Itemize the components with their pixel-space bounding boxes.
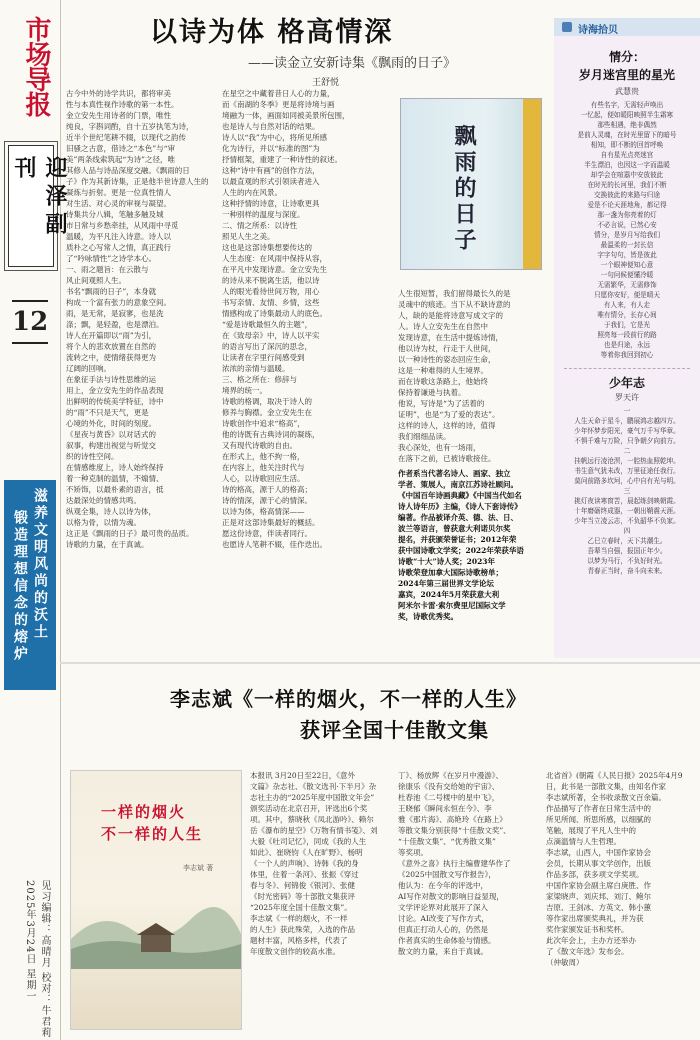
poem1-line: 一忆起，便如暖阳映照半生霜寒 — [580, 111, 674, 119]
main_article.col2-line: 照见人生之美。 — [222, 232, 275, 241]
poem1-line: 也是归途，永远 — [603, 341, 651, 349]
main_article.col3-line: 而在诗歌这条路上，他始终 — [398, 377, 488, 386]
author-bio — [398, 468, 546, 633]
poem1-line: 自有星光点亮迷宫 — [600, 151, 654, 159]
poem1-body — [560, 100, 694, 362]
story.col3-line: 家梁晓声、刘庆邦、刘汀、鲍尔 — [546, 892, 651, 901]
main_article.col1-line: 金立安先生用诗者的门票，唯性 — [66, 111, 171, 120]
slogan-banner — [4, 480, 56, 690]
main_article.col1-line: 心境的外化，时间的刻度。 — [66, 419, 156, 428]
main_article.col1-line: 温暖，为平凡注入诗意。诗人以 — [66, 232, 171, 241]
main_article.col2-line: 在星空之中藏着昔日人心的力量， — [222, 89, 335, 98]
masthead-logo: 市场导报 — [21, 16, 51, 116]
main_article.col2-line: 诗人以“我”为中心，将所见所感 — [222, 133, 328, 142]
book-cover-image — [400, 98, 542, 270]
poem2-author: 罗天许 — [615, 393, 639, 402]
story-title: 李志斌《一样的烟火，不一样的人生》 — [170, 687, 527, 711]
main_article.col3-line: 人，缺的是能将诗意写成文字的 — [398, 311, 503, 320]
main_article.col2-line: 修养与胸襟。金立安先生在 — [222, 408, 312, 417]
story.col1-line: 年度散文创作的较高水准。 — [250, 947, 340, 956]
story.col3-line: （仲敏周） — [546, 958, 584, 967]
main_article.col2-line: 一种别样的温度与深度。 — [222, 210, 305, 219]
poem1-title-line2: 岁月迷宫里的星光 — [578, 68, 675, 82]
section-box — [8, 145, 68, 267]
main_article.col2-line: 又有现代诗歌的自由。 — [222, 441, 297, 450]
poem1-line: 那些相遇，绝非偶然 — [597, 121, 657, 129]
main_article.col1-line: 着一种克制的温情，不煽情、 — [66, 474, 164, 483]
story.col1-line: “2025年度全国十佳散文集”。 — [250, 903, 352, 912]
story.col1-line: 本报讯 3月20日至22日，《意外 — [250, 771, 355, 780]
main_article.col3-line: 我们细细品读。 — [398, 432, 451, 441]
book-spine — [523, 99, 541, 269]
story.col2-line: 《意外之喜》执行主编曹建华作了 — [398, 859, 511, 868]
poem2-line: 青春正当时，奋斗向未来。 — [587, 567, 667, 575]
main_article.col1-line: 在情感维度上，诗人始终保持 — [66, 463, 164, 472]
main_article.bio-line: 诗人诗年历》主编，《诗人下套诗传》 — [398, 502, 522, 511]
poem1-line: 最温柔的一封长信 — [600, 241, 654, 249]
main_article.col2-line: 情感构成了诗集最动人的底色。 — [222, 309, 327, 318]
poem1-author: 武慧贵 — [615, 87, 639, 96]
book2-author: 李志斌 著 — [183, 864, 214, 872]
story.col3-line: 等作家出席颁奖典礼，并为获 — [546, 914, 644, 923]
poem1-line: 等着你我回到初心 — [600, 351, 654, 359]
story.col3-line: 会员，长期从事文学创作，出版 — [546, 859, 651, 868]
main_article.col1-line: 这正是《飘雨的日子》最可贵的品质。 — [66, 529, 194, 538]
main_article.bio-line: 诗歌“十大”诗人奖；2023年 — [398, 557, 496, 566]
main_article.col1-line: 《星夜与黄昏》以对话式的 — [66, 430, 156, 439]
poem1-line: 无需繁华，无需修饰 — [597, 281, 657, 289]
main_article.col3-line: 他以诗为杖，行走于人世间， — [398, 344, 496, 353]
main_article.bio-line: 获中国诗歌文学奖；2022年荣获华语 — [398, 546, 524, 555]
story.col2-line: 他认为：在今年的评选中， — [398, 881, 488, 890]
main_article.col3-line: 发现诗意，在生活中提炼诗情， — [398, 333, 503, 342]
story.col1-line: 如此》、崔晓钧《人在旷野》、杨明 — [250, 848, 363, 857]
main_article.col2-line: 在《致母亲》中，诗人以平实 — [222, 331, 320, 340]
story.col1-line: 项。其中，蔡晓秋《凤北游吟》、赖尔 — [250, 815, 374, 824]
main_article.col1-line: 市日常与乡愁牵挂，从风雨中寻觅 — [66, 221, 179, 230]
story.col2-line: 等散文集分别获得“十佳散文奖”、 — [398, 826, 511, 835]
poem1-line: 半生漂泊，也因这一字而温暖 — [584, 161, 670, 169]
main_article.col1-line: 了“吟咏情性”之诗学本心。 — [66, 254, 157, 263]
main_article.bio-line: 阿米尔卡雷·索尔费里尼国际文学 — [398, 601, 506, 610]
poem-divider — [564, 368, 690, 369]
story.col3-line: 作品多部，获多项文学奖项。 — [546, 870, 644, 879]
main_article.col1-line: 织的诗性空间。 — [66, 452, 119, 461]
main_article.col1-line: 诗人在开篇即以“雨”为引， — [66, 331, 157, 340]
page-number: 12 — [12, 300, 48, 344]
main_article.col2-line: 诗的情深，源于心的情深。 — [222, 496, 312, 505]
main_article.col2-line: 以最直观的形式引领读者进入 — [222, 177, 320, 186]
main_article.col1-line: 古今中外的诗学共识，都将审美 — [66, 89, 171, 98]
story-column-1 — [250, 770, 390, 1035]
story.col3-line: 所见所闻、所思所感，以细腻的 — [546, 815, 651, 824]
poem2-body — [560, 406, 694, 656]
story.col2-line: AI写作对散文的影响日益显现， — [398, 892, 504, 901]
story.col2-line: 讨论。AI改变了写作方式， — [398, 914, 489, 923]
main_article.col2-line: 二、情之所系：以诗性 — [222, 221, 297, 230]
story.col3-line: 吉原、王剑冰、方英文、韩小蕙 — [546, 903, 651, 912]
section-marker-icon — [562, 22, 572, 32]
main_article.col1-line: 一、雨之题旨：在云散与 — [66, 265, 149, 274]
story.col2-line: 王晓郁《瞬间永恒在今》、李 — [398, 804, 492, 813]
main_article.col1-line: 风止间观照人生。 — [66, 276, 126, 285]
story.col1-line: 李志斌《一样的烟火，不一样 — [250, 914, 348, 923]
poem1-line: 相知，即不断的回首呼唤 — [590, 141, 664, 149]
main_article.col2-line: 在平凡中发现诗意。金立安先生 — [222, 265, 327, 274]
poem1-line: 一句问候便懂冷暖 — [600, 271, 654, 279]
story-column-3 — [546, 770, 694, 1035]
main_article.col1-line: 用上，金立安先生的作品表现 — [66, 386, 164, 395]
main_article.col1-line: 其修人品与诗品深度交融。《飘雨的日 — [66, 166, 190, 175]
main_article.col1-line: 诗集共分八辑，笔触多触及城 — [66, 210, 164, 219]
main_article.col1-line: 将个人的悲欢放置在自然的 — [66, 342, 156, 351]
poem2-line: 挂帆远行凌沧溟，一腔热血照乾坤。 — [574, 457, 680, 465]
main_article.col1-line: 叙事，构建出视觉与听觉交 — [66, 441, 156, 450]
poem2-line: 二 — [623, 447, 631, 455]
poem2-line: 少年当立凌云志，不负韶华不负家。 — [574, 517, 680, 525]
poem1-line: 于我们，它是光 — [603, 321, 651, 329]
slogan-line-2: 锻造理想信念的熔炉 — [12, 510, 28, 663]
story.col1-line: 志社主办的“2025年度中国散文年会” — [250, 793, 375, 802]
poem1-line: 不必言说，已然心安 — [597, 221, 657, 229]
main_article.col2-line: 诗歌的格调，取决于诗人的 — [222, 397, 312, 406]
poem1-line: 唯有情分，长存心间 — [597, 311, 657, 319]
main_article.col1-line: 达最深处的情感共鸣。 — [66, 496, 141, 505]
story.col3-line: 此次年会上，主办方还举办 — [546, 936, 636, 945]
poem2-line: 书生意气犹未改，万里征途任我行。 — [574, 467, 680, 475]
story.col3-line: 北省首》(朝霞《人民日报》2025年4月9 — [546, 771, 683, 780]
main_article.col2-line: 境融为一体，画面如同被美景所包围， — [222, 111, 350, 120]
main_article.col2-line: 人心，以诗歌回应生活。 — [222, 474, 305, 483]
main_article.bio-line: 2024年第三届世界文学论坛 — [398, 579, 494, 588]
story.col3-line: 作品描写了作者在日常生活中的 — [546, 804, 651, 813]
story.col1-line: 大毅《吐司记忆》，同成《我的人生 — [250, 837, 367, 846]
story-subtitle: 获评全国十佳散文集 — [300, 718, 489, 742]
main_article.col2-line: 在形式上，他不拘一格， — [222, 452, 305, 461]
main_article.col1-line: 子》作为其新诗集，正是他半世诗意人生的 — [66, 177, 209, 186]
main_article.col3-line: 证明”，也是“为了爱的表达”。 — [398, 410, 500, 419]
main_article.col2-line: 也是诗人与自然对话的结果。 — [222, 122, 320, 131]
poem2-line: 十年磨砺终成器，一朝出鞘震天涯。 — [574, 507, 680, 515]
poem1-title: 情分： — [608, 50, 645, 64]
book2-title-line2: 不一样的人生 — [101, 825, 204, 843]
main_article.bio-line: 奖，诗歌优秀奖。 — [398, 612, 458, 621]
poem2-line: 莫问前路多坎坷，心中自有光与明。 — [574, 477, 680, 485]
poetry-sidebar — [554, 18, 700, 658]
story.col3-line: 李志斌，山西人，中国作家协会 — [546, 848, 651, 857]
main_article.col2-line: 这种“诗中有画”的创作方法， — [222, 166, 320, 175]
poem1-line: 有些名字，无需轻声唤出 — [590, 101, 664, 109]
story.col1-line: 岳《瀑布的星空》《万物有情书笺》、刘 — [250, 826, 378, 835]
main_article.col2-line: 境界的统一。 — [222, 386, 267, 395]
story.col1-line: 体里，住着一条河》、张振《穿过 — [250, 870, 359, 879]
main_article.col1-line: 诗歌的力量，在于真诚。 — [66, 540, 149, 549]
poem2-line: 乙巳立春时，天下共潮生。 — [587, 537, 667, 545]
story.col2-line: 散文的力量，来自于真诚。 — [398, 947, 488, 956]
book2-cover-image — [70, 770, 242, 1030]
poem2-line: 不惧千难与万险，只争朝夕向前方。 — [574, 437, 680, 445]
main_article.col1-line: 在象征手法与诗性思维的运 — [66, 375, 156, 384]
main_article.col1-line: 流转之中，使情绪获得更为 — [66, 353, 156, 362]
poem1-line: 在时光的长河里，我们不断 — [587, 181, 667, 189]
poem2-line: 吾辈当自强，报国正年少。 — [587, 547, 667, 555]
main_article.col2-line: 的诗从来不脱离生活，他以诗 — [222, 276, 320, 285]
main_article.col1-line: 涤；飘，是轻盈，也是漂泊。 — [66, 320, 164, 329]
story.col1-line: 的人生》获此殊荣，入选的作品 — [250, 925, 355, 934]
main_article.col2-line: 书写亲情、友情、乡情，这些 — [222, 298, 320, 307]
main_article.col3-line: 以一种诗性的姿态回应生命， — [398, 355, 496, 364]
story.col3-line: 笔触，展现了平凡人生中的 — [546, 826, 636, 835]
poem2-line: 人生天命于星斗，鹏展鸿志越四方。 — [574, 417, 680, 425]
main_article.col1-line: 对生活、对心灵的审视与凝望。 — [66, 199, 171, 208]
section-divider — [60, 662, 700, 664]
main_article.col1-line: 书名“飘雨的日子”，本身就 — [66, 287, 157, 296]
poem2-line: 少年怀梦步阳光，豪气万千写华章。 — [574, 427, 680, 435]
story.col3-line: 李志斌所著，全书收录散文百余篇。 — [546, 793, 666, 802]
main_article.col2-line: 诗的格高，源于人的格高； — [222, 485, 312, 494]
main_article.col1-line: 出鲜明的传统美学特征，诗中 — [66, 397, 164, 406]
story.col1-line: 文篇》杂志社、《散文选刊·下半月》杂 — [250, 782, 377, 791]
story.col2-line: 雅《那片海》、高艳玲《在路上》 — [398, 815, 507, 824]
main_article.col1-line: 性与本真性视作诗歌的第一本性。 — [66, 100, 179, 109]
main_article.col2-line: 这也是这部诗集想要传达的 — [222, 243, 312, 252]
main_article.col2-line: 人生的内在风景。 — [222, 188, 282, 197]
story.col1-line: 《时光密码》等十部散文集获评 — [250, 892, 355, 901]
main_article.col1-line: 美”两条线索筑起“为诗”之径，唯 — [66, 155, 176, 164]
main_article.col2-line: 也愿诗人笔耕不辍，佳作迭出。 — [222, 540, 327, 549]
editor-credits: 见习编辑：高晴月 校对：牛君莉 2025年3月24日 星期一 — [24, 880, 50, 1039]
main_article.bio-line: 波兰等语言，曾获意大利诺贝尔奖 — [398, 524, 511, 533]
main_article.col2-line: 的语言写出了深沉的思念， — [222, 342, 312, 351]
story.col2-line: 作者真实的生命体验与情感。 — [398, 936, 496, 945]
main_article.col2-line: 让读者在字里行间感受到 — [222, 353, 305, 362]
main_article.col1-line: 旧骚之古意，借诗之“本色”与“审 — [66, 144, 176, 153]
story.col2-line: 杜春池《二号楼中的星中飞》， — [398, 793, 500, 802]
main_article.col2-line: 以诗为体，格高情深—— — [222, 507, 305, 516]
poem2-line: 四 — [623, 527, 631, 535]
story.col1-line: 题材丰富，风格多样，代表了 — [250, 936, 348, 945]
main_article.bio-line: 编著。作品被译介英、德、法、日、 — [398, 513, 518, 522]
main_article.col2-line: 三、格之所在：修辞与 — [222, 375, 297, 384]
poem1-line: 那一盏为你亮着的灯 — [597, 211, 657, 219]
story.col2-line: “十佳散文集”、“优秀散文集” — [398, 837, 496, 846]
main_article.bio-line: 学者、策展人，南京江苏诗社顾问。 — [398, 480, 518, 489]
main_article.col3-line: 我心深处，也有一场雨， — [398, 443, 481, 452]
main_article.col1-line: 雨，是无常，是寂寥，也是洗 — [66, 309, 164, 318]
poem1-line: 交换彼此的来路与归途 — [594, 191, 660, 199]
main_article.col2-line: 而《南湖的冬季》更是将诗境与画 — [222, 100, 335, 109]
book2-title-line1: 一样的烟火 — [101, 803, 187, 821]
main_article.col1-line: 近半个世纪笔耕不辍，以现代之韵传 — [66, 133, 186, 142]
main_article.col3-line: 这是一种难得的人生境界。 — [398, 366, 488, 375]
poem1-line: 照亮每一段前行的路 — [597, 331, 657, 339]
main_article.bio-line: 提名，并获颁荣誉证书；2012年荣 — [398, 535, 517, 544]
story.col3-line: 中国作家协会副主席白庚胜、作 — [546, 881, 651, 890]
section-title: 迎泽副刊 — [11, 156, 68, 240]
main_article.col3-line: 保持着谦逊与执着。 — [398, 388, 466, 397]
poem1-line: 爱是不论天涯地角，都记得 — [587, 201, 667, 209]
main_article.bio-line: 作者系当代著名诗人、画家、独立 — [398, 469, 511, 478]
article-column-3 — [398, 288, 546, 464]
main_article.bio-line: 嘉宾，2024年5月荣获意大利 — [398, 590, 500, 599]
story.col1-line: 颁奖活动在北京召开，评选出6个奖 — [250, 804, 368, 813]
book-cover-title: 飘雨的日子 — [451, 124, 477, 254]
main_article.col2-line: 他的诗既有古典诗词的凝练， — [222, 430, 320, 439]
story.col3-line: 点滴温情与人生哲理。 — [546, 837, 621, 846]
main_article.col1-line: 构成一个富有张力的意象空间。 — [66, 298, 171, 307]
sidebar-header — [554, 18, 700, 36]
main_article.col2-line: 浓浓的亲情与温暖。 — [222, 364, 290, 373]
poem1-line: 却学会在喧嚣中安放彼此 — [590, 171, 664, 179]
main_article.col2-line: 在内容上，他关注时代与 — [222, 463, 305, 472]
story.col1-line: 《一个人的声响》、诗韩《我的身 — [250, 859, 359, 868]
article-title: 以诗为体 格高情深 — [150, 17, 394, 48]
landscape-illustration — [71, 879, 241, 969]
main_article.col1-line: 凝炼与折射。更是一位真性情人 — [66, 188, 171, 197]
main_article.col3-line: 人生很短暂，我们留得最长久的是 — [398, 289, 511, 298]
main_article.col2-line: “爱是诗歌最恒久的主题”， — [222, 320, 313, 329]
story.col2-line: 丁》、杨放辉《在岁月中漫游》、 — [398, 771, 503, 780]
main_article.col2-line: 诗歌创作中追求“格高”， — [222, 419, 305, 428]
article-author: 王舒悦 — [312, 78, 340, 88]
main_article.col1-line: 的“雨”不只是天气，更是 — [66, 408, 149, 417]
main_article.col1-line: 以格为骨，以情为魂。 — [66, 518, 141, 527]
main_article.col1-line: 辽阔的回响。 — [66, 364, 111, 373]
story.col2-line: 文学评论界对此展开了深入 — [398, 903, 488, 912]
poem1-line: 一个眼神便知心意 — [600, 261, 654, 269]
main_article.col2-line: 正是对这部诗集最好的概括。 — [222, 518, 320, 527]
main_article.col3-line: 这样的诗人，这样的诗，值得 — [398, 421, 496, 430]
main_article.col1-line: 质朴之心写常人之情，真正践行 — [66, 243, 171, 252]
poem2-title: 少年志 — [608, 376, 645, 390]
sidebar-header-label: 诗海拾贝 — [578, 25, 618, 36]
article-subtitle: ——读金立安新诗集《飘雨的日子》 — [248, 56, 457, 71]
poem2-line: 三 — [623, 487, 631, 495]
story.col3-line: 了《散文年选》发布会。 — [546, 947, 629, 956]
slogan-line-1: 滋养文明风尚的沃土 — [32, 488, 48, 641]
main_article.col1-line: 不矫饰，以最朴素的语言，抵 — [66, 485, 164, 494]
main_article.col2-line: 抒情框架，重建了一种诗性的叙述。 — [222, 155, 342, 164]
poem1-line: 是前人灵魂，在时光里留下的暗号 — [577, 131, 677, 139]
main_article.col2-line: 化为诗行，并以“标准的图”为 — [222, 144, 320, 153]
poem2-line: 挑灯夜读寒窗苦，晨起练剑映朝霞。 — [574, 497, 680, 505]
story.col3-line: 日，此书是一部散文集，由知名作家 — [546, 782, 666, 791]
story.col2-line: 但真正打动人心的，仍然是 — [398, 925, 488, 934]
main_article.col3-line: 他说，写诗是“为了活着的 — [398, 399, 485, 408]
story-column-2 — [398, 770, 538, 1035]
article-column-2 — [222, 88, 390, 653]
main_article.col1-line: 纵观全集，诗人以诗为体， — [66, 507, 156, 516]
poem1-line: 情分，是岁月写给我们 — [594, 231, 660, 239]
story.col2-line: 《2025中国散文写作报告》， — [398, 870, 496, 879]
story.col2-line: 等奖项。 — [398, 848, 428, 857]
story.col1-line: 春与冬》、何锦俊《银河》、张健 — [250, 881, 355, 890]
poem1-line: 字字句句，皆是彼此 — [597, 251, 657, 259]
story.col3-line: 奖作家颁发证书和奖杯。 — [546, 925, 629, 934]
main_article.col2-line: 人生态度：在风雨中保持从容， — [222, 254, 327, 263]
main_article.col2-line: 这种抒情的诗意，让诗歌更具 — [222, 199, 320, 208]
main_article.col2-line: 人的眼光看待世间万物，用心 — [222, 287, 320, 296]
poem1-line: 有人来，有人走 — [603, 301, 651, 309]
main_article.col2-line: 愿这份诗意，伴读者同行。 — [222, 529, 312, 538]
main_article.col3-line: 灵魂中的痕迹。当下从不缺诗意的 — [398, 300, 511, 309]
main_article.col1-line: 纯良，字斟词酌，自十五岁执笔为诗， — [66, 122, 194, 131]
main_article.col3-line: 在落下之前，已被诗歌接住。 — [398, 454, 496, 463]
poem2-line: 一 — [623, 407, 631, 415]
article-column-1 — [66, 88, 214, 653]
poem1-line: 只愿你安好，便是晴天 — [594, 291, 660, 299]
poem2-line: 以梦为马行，不负好时光。 — [587, 557, 667, 565]
main_article.bio-line: 《中国百年诗画典藏》《中国当代如名 — [398, 491, 522, 500]
main_article.bio-line: 诗歌荣登加拿大国际诗歌榜单； — [398, 568, 503, 577]
story.col2-line: 徐康乐《没有交给她的宇宙》、 — [398, 782, 500, 791]
main_article.col3-line: 人。诗人立安先生在自然中 — [398, 322, 488, 331]
